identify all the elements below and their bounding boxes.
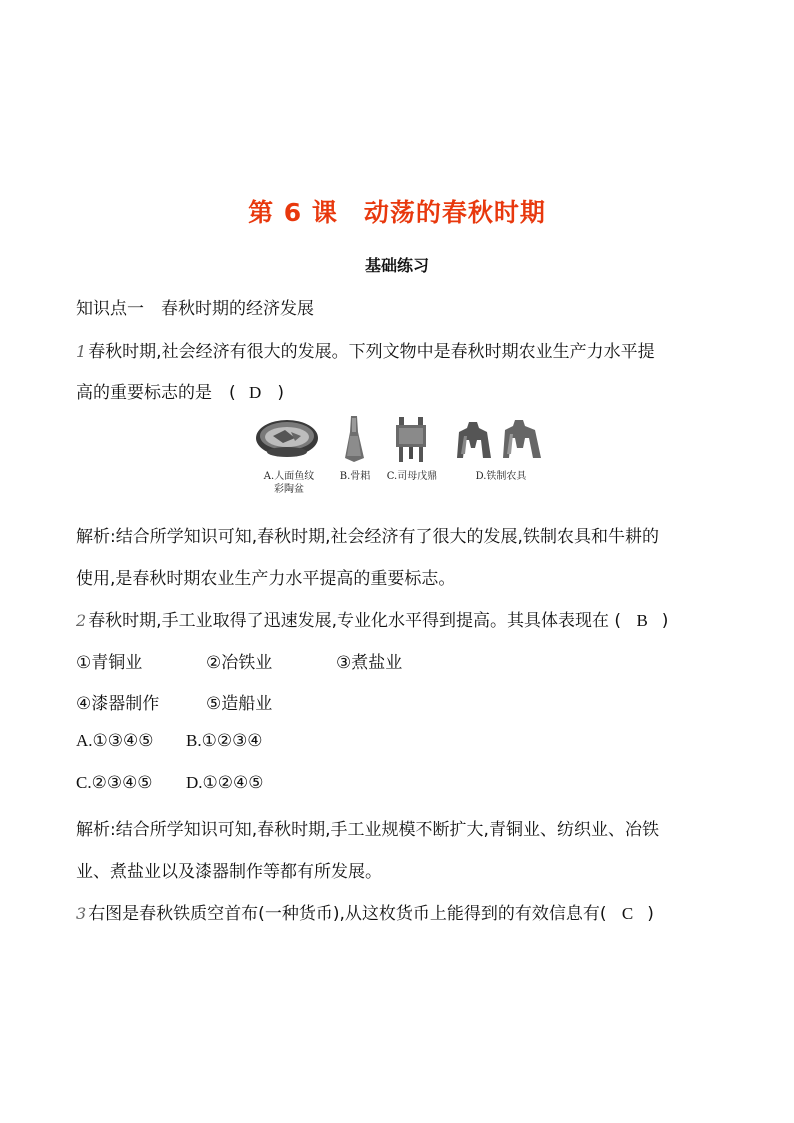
caption-b: B.骨耜: [339, 471, 371, 482]
q1-artifact-figure: [255, 414, 555, 500]
q2-options-row2: [76, 773, 264, 793]
caption-c: C.司母戊鼎: [386, 471, 438, 482]
q1-analysis-line1: 解析:结合所学知识可知,春秋时期,社会经济有了很大的发展,铁制农具和牛耕的: [76, 527, 659, 547]
q2-item-1: ①青铜业: [76, 653, 143, 673]
q1-close-paren: ): [277, 383, 284, 403]
pottery-basin-image: [255, 416, 319, 464]
lesson-number: 第 6 课: [248, 198, 338, 227]
q2-analysis-line2: 业、煮盐业以及漆器制作等都有所发展。: [76, 862, 382, 882]
q2-option-c: C.②③④⑤: [76, 773, 153, 792]
q1-stem-text2: 高的重要标志的是 (: [76, 383, 236, 403]
q3-stem-text: 右图是春秋铁质空首布(一种货币),从这枚货币上能得到的有效信息有(: [88, 904, 607, 924]
q2-item-5: ⑤造船业: [206, 694, 273, 714]
q2-items-row2: [76, 689, 272, 714]
q2-item-3: ③煮盐业: [336, 653, 403, 673]
q1-answer: D: [249, 383, 262, 402]
q1-number: 1: [76, 342, 87, 361]
lesson-topic: 动荡的春秋时期: [363, 198, 546, 227]
lesson-title: [0, 193, 794, 229]
q3-stem: [76, 899, 654, 924]
q2-item-4: ④漆器制作: [76, 694, 160, 714]
q2-options-row1: [76, 731, 263, 751]
q2-number: 2: [76, 611, 87, 630]
q2-stem: [76, 606, 668, 631]
q1-analysis-line2: 使用,是春秋时期农业生产力水平提高的重要标志。: [76, 569, 456, 589]
q3-close-paren: ): [647, 904, 654, 924]
iron-tools-image: [455, 418, 547, 462]
q2-analysis-line1: 解析:结合所学知识可知,春秋时期,手工业规模不断扩大,青铜业、纺织业、冶铁: [76, 820, 659, 840]
ding-cauldron-image: [393, 416, 429, 464]
q2-option-a: A.①③④⑤: [76, 731, 154, 750]
q2-answer: B: [636, 611, 648, 630]
q1-stem-text1: 春秋时期,社会经济有很大的发展。下列文物中是春秋时期农业生产力水平提: [88, 342, 655, 362]
caption-d: D.铁制农具: [475, 471, 527, 482]
q1-stem-line1: [76, 337, 655, 362]
q3-answer: C: [621, 904, 634, 923]
q2-item-2: ②冶铁业: [206, 653, 273, 673]
q2-stem-text: 春秋时期,手工业取得了迅速发展,专业化水平得到提高。其具体表现在 (: [88, 611, 622, 631]
q3-number: 3: [76, 904, 87, 923]
q1-stem-line2: [76, 378, 284, 403]
q2-close-paren: ): [661, 611, 669, 631]
caption-a-line1: A.人面鱼纹: [263, 471, 315, 482]
caption-a-line2: 彩陶盆: [274, 484, 304, 495]
caption-a: [257, 470, 321, 496]
q2-items-row1: [76, 648, 402, 673]
bone-spade-image: [341, 414, 367, 464]
q2-option-d: D.①②④⑤: [186, 773, 264, 792]
section-subtitle: 基础练习: [364, 256, 429, 275]
q2-option-b: B.①②③④: [186, 731, 263, 750]
knowledge-point-heading: 知识点一 春秋时期的经济发展: [76, 299, 314, 319]
